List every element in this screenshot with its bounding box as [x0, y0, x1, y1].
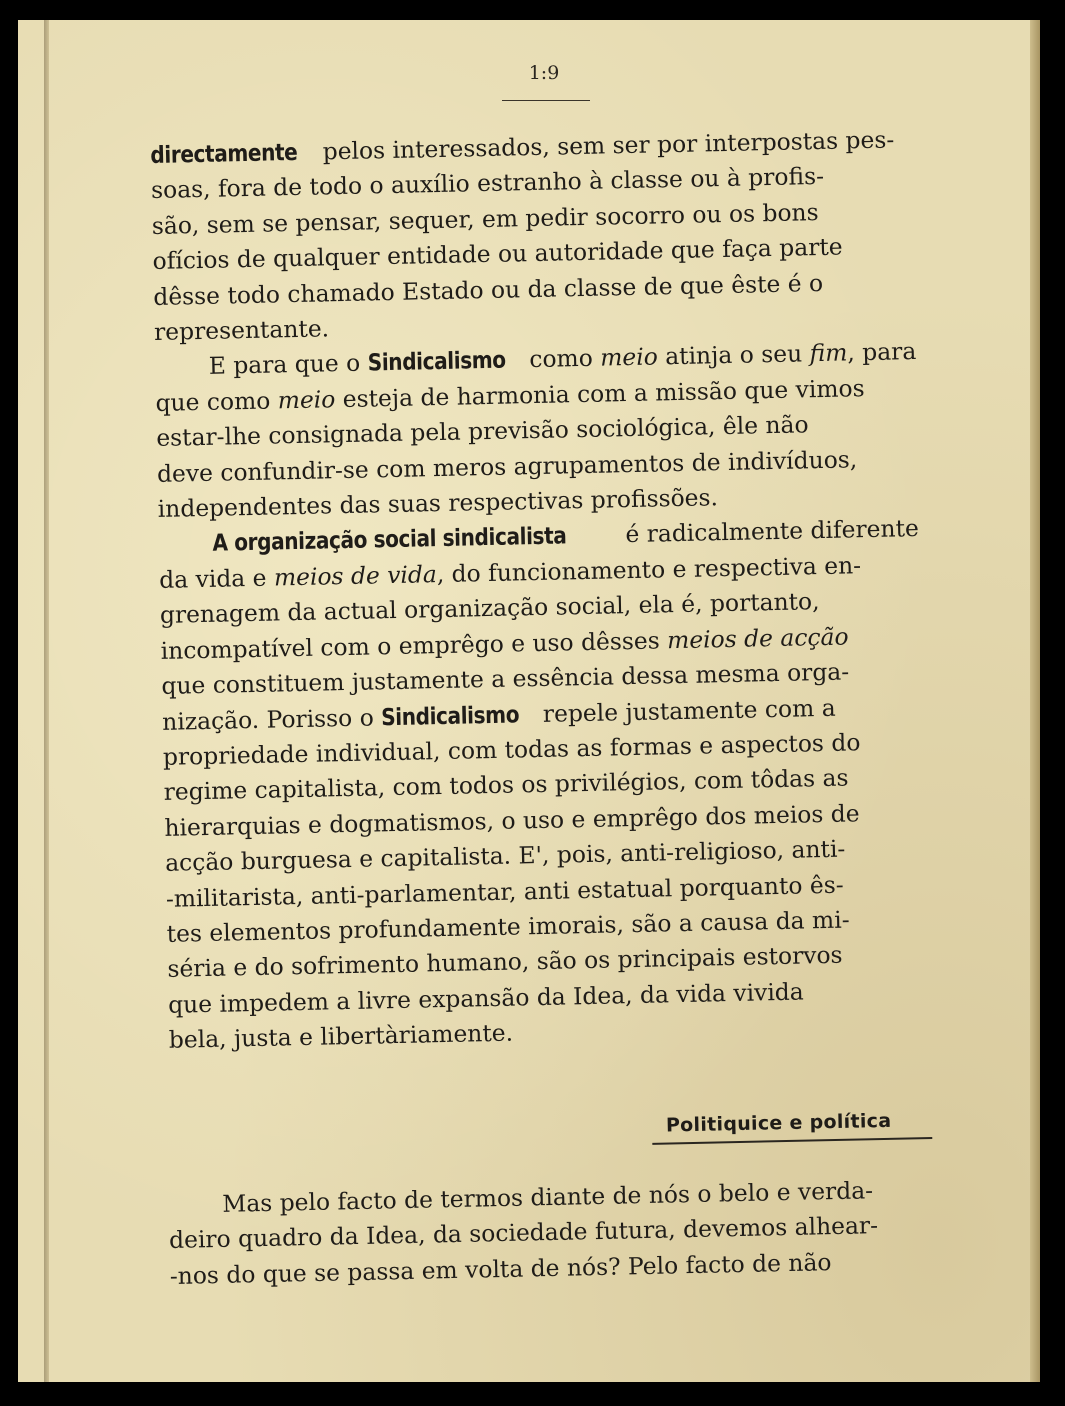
- text-line: Mas pelo facto de termos diante de nós o belo e verda-: [222, 1176, 874, 1218]
- continued-text-block: [168, 1172, 940, 1294]
- section-heading: Politiquice e política: [665, 1109, 892, 1137]
- text-line: tes elementos profundamente imorais, são a causa da mi-: [166, 905, 850, 948]
- text-line: incompatível com o emprêgo e uso dêsses meios de acção: [160, 622, 849, 665]
- text-line: -militarista, anti-parlamentar, anti estatual porquanto ês-: [165, 870, 844, 913]
- text-line: -nos do que se passa em volta de nós? Pelo facto de não: [169, 1247, 832, 1290]
- text-line: que como meio esteja de harmonia com a missão que vimos: [155, 373, 865, 417]
- text-line: séria e do sofrimento humano, são os principais estorvos: [167, 941, 843, 984]
- text-line: propriedade individual, com todas as formas e aspectos do: [162, 728, 861, 771]
- text-line: que constituem justamente a essência dessa mesma orga-: [161, 657, 850, 700]
- section-heading-rule: [652, 1137, 932, 1144]
- main-text-block: [150, 121, 959, 1058]
- text-line: regime capitalista, com todos os privilégios, com tôdas as: [163, 763, 849, 807]
- text-line: são, sem se pensar, sequer, em pedir socorro ou os bons: [151, 197, 819, 240]
- text-line: ofícios de qualquer entidade ou autoridade que faça parte: [152, 232, 843, 276]
- text-line: soas, fora de todo o auxílio estranho à classe ou à profis-: [150, 162, 825, 205]
- text-line: hierarquias e dogmatismos, o uso e emprêgo dos meios de: [164, 799, 860, 842]
- emphasized-word: directamente: [150, 137, 298, 169]
- text-line: grenagem da actual organização social, ela é, portanto,: [159, 587, 820, 630]
- text-line: bela, justa e libertàriamente.: [168, 1018, 514, 1054]
- emphasized-word: Sindicalismo: [367, 346, 506, 377]
- text-line: acção burguesa e capitalista. E', pois, anti-religioso, anti-: [164, 834, 846, 877]
- emphasized-phrase: A organização social sindicalista: [212, 521, 567, 558]
- text-line: directamente pelos interessados, sem ser por interpostas pes-: [150, 121, 941, 173]
- page-number-rule: [502, 100, 590, 101]
- text-line: deve confundir-se com meros agrupamentos de indivíduos,: [156, 444, 858, 488]
- text-line: A organização social sindicalista é radicalmente diferente: [158, 511, 949, 563]
- binding-gutter: [44, 20, 49, 1382]
- page-edge: [1030, 20, 1040, 1382]
- emphasized-word: Sindicalismo: [380, 699, 520, 731]
- text-line: estar-lhe consignada pela previsão sociológica, êle não: [155, 410, 809, 453]
- text-line: independentes das suas respectivas profissões.: [157, 483, 719, 523]
- text-line: deiro quadro da Idea, da sociedade futura, devemos alhear-: [168, 1211, 879, 1255]
- text-line: da vida e meios de vida, do funcionamento e respectiva en-: [158, 551, 862, 594]
- book-page: [18, 20, 1040, 1382]
- text-line: E para que o Sindicalismo como meio atinja o seu fim, para: [208, 337, 917, 381]
- text-line: representante.: [153, 314, 330, 346]
- text-line: nização. Porisso o Sindicalismo repele justamente com a: [161, 693, 836, 736]
- text-line: que impedem a livre expansão da Idea, da vida vivida: [167, 977, 804, 1019]
- text-line: dêsse todo chamado Estado ou da classe de que êste é o: [153, 268, 824, 311]
- page-number: 1:9: [528, 62, 560, 84]
- section-heading-block: [638, 1109, 939, 1145]
